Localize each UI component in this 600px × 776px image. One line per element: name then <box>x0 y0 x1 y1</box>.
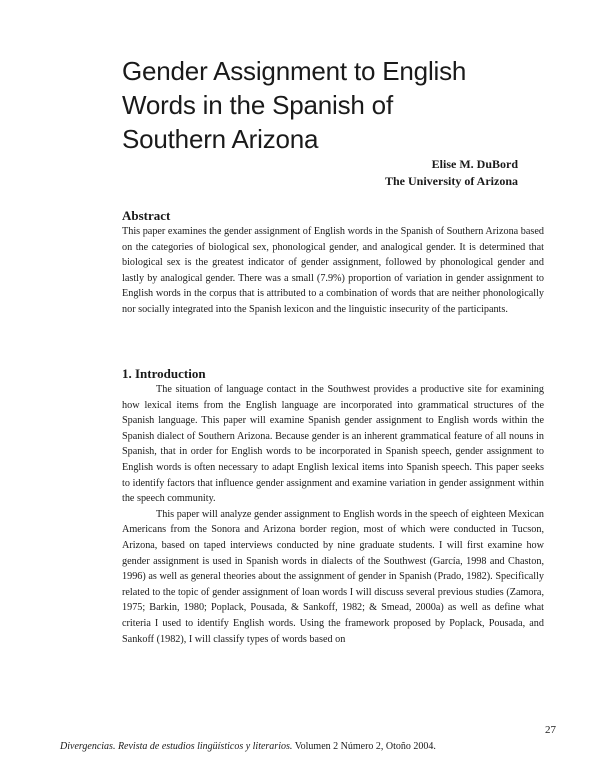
journal-issue: Volumen 2 Número 2, Otoño 2004. <box>294 741 436 752</box>
article-title-line: Southern Arizona <box>122 124 319 154</box>
abstract-heading: Abstract <box>122 208 171 223</box>
introduction-paragraph: The situation of language contact in the Southwest provides a productive site for examining how lexical items from the English language are incorporated into grammatical structures of the Spanish language. This paper will examine Spanish gender assignment to English words within the Spanish dialect of Southern Arizona. Because gender is an inherent grammatical feature of all nouns in Spanish, that in order for English words to be incorporated in Spanish speech, gender assignment to English words is often necessary to adapt English lexical items into Spanish speech. This paper seeks to identify factors that influence gender assignment and examine variation in gender assignment within the speech community. <box>122 384 544 505</box>
author-affiliation: The University of Arizona <box>385 174 518 188</box>
article-title-line: Gender Assignment to English <box>122 56 467 86</box>
article-title-line: Words in the Spanish of <box>122 90 393 120</box>
introduction-paragraph: This paper will analyze gender assignment to English words in the speech of eighteen Mexican Americans from the Sonora and Arizona border region, most of which were conducted in Tucson, Arizona, based on taped interviews conducted by nine graduate students. I will first examine how gender assignment is used in Spanish words in dialects of the Southwest (García, 1998 and Chaston, 1996) as well as general theories about the assignment of gender in Spanish (Prado, 1982). Specifically related to the topic of gender assignment of loan words I will discuss several previous studies (Zamora, 1975; Barkin, 1980; Poplack, Pousada, & Sankoff, 1982; & Smead, 2000a) as well as define what criteria I used to identify English words. Using the framework proposed by Poplack, Pousada, and Sankoff (1982), I will classify types of words based on <box>122 508 544 645</box>
introduction-section <box>122 382 544 647</box>
article-title <box>122 54 542 156</box>
introduction-heading: 1. Introduction <box>122 366 206 381</box>
abstract-text: This paper examines the gender assignment of English words in the Spanish of Southern Arizona based on the categories of biological sex, phonological gender, and analogical gender. It is determined that biological sex is the greatest indicator of gender assignment, followed by phonological gender and lastly by analogical gender. There was a small (7.9%) proportion of variation in gender assignment to English words in the corpus that is attributed to a combination of words that are neither phonologically nor socially integrated into the Spanish lexicon and the linguistic insecurity of the participants. <box>122 226 544 315</box>
journal-name: Divergencias. Revista de estudios lingüísticos y literarios. <box>60 741 293 752</box>
page-number: 27 <box>545 724 556 736</box>
author-name: Elise M. DuBord <box>431 157 518 171</box>
author-block <box>385 156 518 190</box>
journal-footer <box>60 741 436 752</box>
abstract-section <box>122 224 544 318</box>
